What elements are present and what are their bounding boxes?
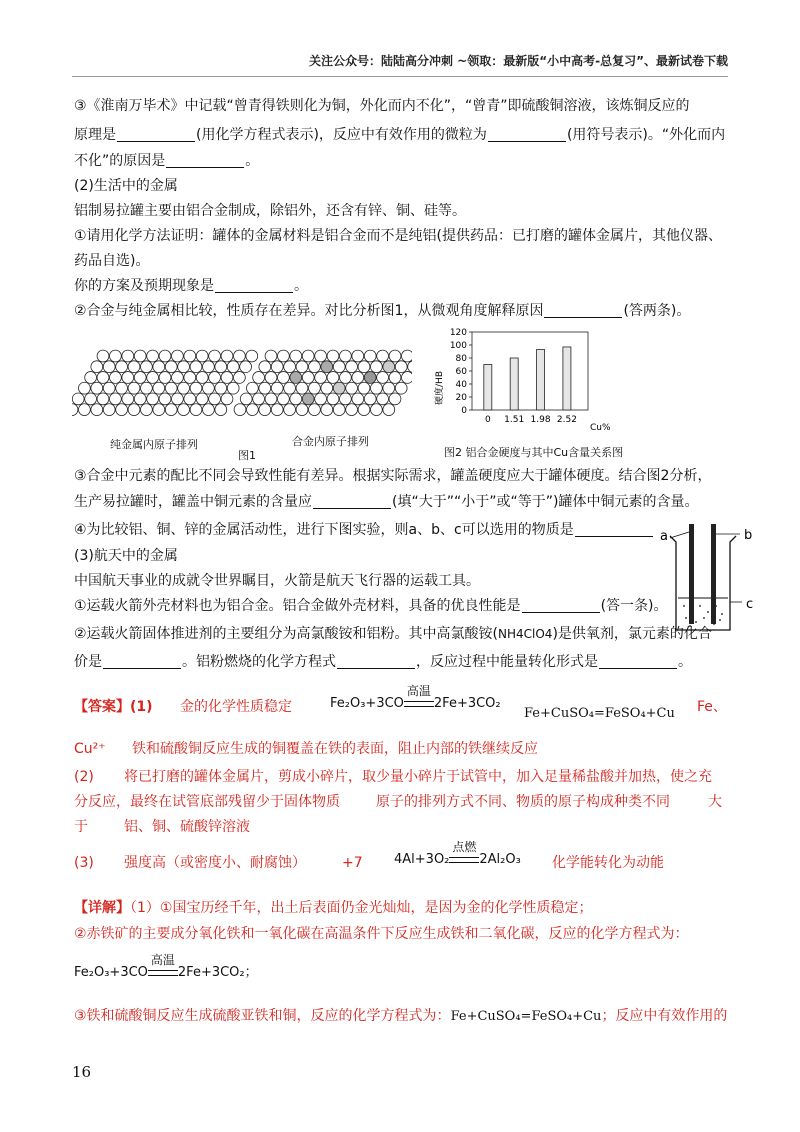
- atom-circle: [215, 361, 227, 373]
- label-c: c: [746, 597, 754, 612]
- atom-circle: [172, 393, 184, 405]
- atom-circle: [364, 372, 376, 384]
- answer-text: 铝、铜、硫酸锌溶液: [124, 819, 250, 835]
- equation-fe-cuso4: Fe+CuSO₄=FeSO₄+Cu: [524, 706, 675, 721]
- detail-line: ③铁和硫酸铜反应生成硫酸亚铁和铜，反应的化学方程式为：Fe+CuSO₄=FeSO₄+Cu；反应中有效作用的: [74, 1008, 728, 1024]
- atom-circle: [97, 372, 109, 384]
- atom-circle: [383, 382, 395, 394]
- answer-text: 原子的排列方式不同、物质的原子构成种类不同: [376, 794, 670, 810]
- atom-circle: [296, 382, 308, 394]
- atom-circle: [85, 393, 97, 405]
- atom-circle: [165, 382, 177, 394]
- atom-circle: [371, 382, 383, 394]
- y-tick-label: 60: [455, 367, 467, 377]
- chart-bar: [484, 365, 492, 411]
- question-line: ②运载火箭固体推进剂的主要组分为高氯酸铵和铝粉。其中高氯酸铵(NH4ClO4)是供氧剂，氯元素的化合: [74, 626, 712, 642]
- y-tick-label: 0: [461, 406, 467, 416]
- chart-bar: [510, 358, 518, 410]
- atom-circle: [165, 404, 177, 416]
- atom-circle: [395, 361, 407, 373]
- answer-text: 分反应，最终在试管底部残留少于固体物质: [74, 794, 340, 810]
- atom-circle: [128, 361, 140, 373]
- x-tick-label: 0: [484, 415, 491, 425]
- atom-circle: [134, 372, 146, 384]
- atom-circle: [284, 382, 296, 394]
- detail-tag: 【详解】: [74, 900, 130, 916]
- atom-circle: [221, 393, 233, 405]
- atom-circle: [271, 404, 283, 416]
- answer-blank: [488, 127, 566, 142]
- atom-circle: [315, 393, 327, 405]
- atom-circle: [234, 372, 246, 384]
- atom-circle: [116, 361, 128, 373]
- atom-circle: [346, 361, 358, 373]
- atom-circle: [302, 350, 314, 362]
- answer-text: Fe、: [697, 699, 727, 715]
- detail-line: 【详解】（1）①国宝历经千年，出土后表面仍金光灿灿，是因为金的化学性质稳定；: [74, 900, 593, 916]
- question-line: 铝制易拉罐主要由铝合金制成，除铝外，还含有锌、铜、硅等。: [74, 203, 466, 219]
- atom-circle: [296, 361, 308, 373]
- section-heading: (2)生活中的金属: [74, 178, 178, 194]
- atom-circle: [259, 361, 271, 373]
- answer-line: (3): [74, 855, 94, 871]
- atom-circle: [302, 393, 314, 405]
- question-line: 不化”的原因是 。: [74, 153, 260, 169]
- question-line: 生产易拉罐时，罐盖中铜元素的含量应 (填“大于”“小于”或“等于”)罐体中铜元素的含量。: [74, 494, 699, 510]
- chart-x-label: Cu%: [590, 423, 611, 433]
- atom-circle: [153, 361, 165, 373]
- atom-circle: [203, 382, 215, 394]
- atom-circle: [259, 404, 271, 416]
- answer-text: 金的化学性质稳定: [180, 699, 292, 715]
- atom-circle: [358, 404, 370, 416]
- atom-circle: [203, 404, 215, 416]
- atom-circle: [184, 393, 196, 405]
- x-tick-label: 1.98: [530, 415, 551, 425]
- atom-circle: [296, 404, 308, 416]
- y-tick-label: 20: [455, 393, 467, 403]
- atom-circle: [408, 361, 412, 373]
- detail-line: ②赤铁矿的主要成分氧化铁和一氧化碳在高温条件下反应生成铁和二氧化碳，反应的化学方程式为：: [74, 926, 689, 942]
- atom-circle: [134, 350, 146, 362]
- atom-circle: [309, 361, 321, 373]
- atom-circle: [240, 361, 252, 373]
- atom-circle: [315, 350, 327, 362]
- atom-circle: [327, 350, 339, 362]
- answer-text: 化学能转化为动能: [552, 855, 664, 871]
- chart-bar: [537, 350, 545, 410]
- atom-circle: [79, 382, 91, 394]
- question-line: ①运载火箭外壳材料也为铝合金。铝合金做外壳材料，具备的优良性能是 (答一条)。: [74, 598, 668, 614]
- atom-circle: [128, 404, 140, 416]
- atom-circle: [247, 404, 259, 416]
- atom-circle: [209, 350, 221, 362]
- atom-circle: [253, 393, 265, 405]
- atom-circle: [159, 372, 171, 384]
- question-line: ③合金中元素的配比不同会导致性能有差异。根据实际需求，罐盖硬度应大于罐体硬度。结合图2分析，: [74, 468, 712, 484]
- answer-text: Cu²⁺: [74, 741, 106, 757]
- atom-circle: [265, 393, 277, 405]
- atom-circle: [389, 350, 401, 362]
- atom-circle: [383, 361, 395, 373]
- atom-circle: [290, 350, 302, 362]
- atom-circle: [141, 361, 153, 373]
- atom-circle: [116, 382, 128, 394]
- atom-circle: [352, 350, 364, 362]
- question-line: ③《淮南万毕术》中记载“曾青得铁则化为铜，外化而内不化”，“曾青”即硫酸铜溶液，该炼铜反应的: [74, 98, 690, 114]
- question-line: ④为比较铝、铜、锌的金属活动性，进行下图实验，则a、b、c可以选用的物质是: [74, 520, 654, 540]
- atom-circle: [265, 372, 277, 384]
- atom-circle: [122, 350, 134, 362]
- atom-circle: [278, 393, 290, 405]
- atom-circle: [122, 393, 134, 405]
- atom-circle: [340, 372, 352, 384]
- equation-al-o2: 4Al+3O₂ 点燃 2Al₂O₃: [394, 840, 521, 867]
- atom-circle: [103, 382, 115, 394]
- atom-circle: [196, 350, 208, 362]
- atom-circle: [190, 361, 202, 373]
- answer-blank: [544, 303, 622, 318]
- atom-circle: [147, 350, 159, 362]
- atom-circle: [321, 404, 333, 416]
- question-line: 中国航天事业的成就令世界瞩目，火箭是航天飞行器的运载工具。: [74, 573, 480, 589]
- atom-circle: [103, 361, 115, 373]
- figure-1-atoms: [72, 346, 412, 436]
- atom-circle: [346, 404, 358, 416]
- header-divider: [72, 76, 728, 77]
- atom-circle: [172, 350, 184, 362]
- x-tick-label: 2.52: [556, 415, 577, 425]
- atom-circle: [221, 350, 233, 362]
- atom-circle: [259, 382, 271, 394]
- question-line: 药品自选)。: [74, 253, 150, 269]
- atom-circle: [196, 372, 208, 384]
- y-tick-label: 120: [449, 328, 467, 338]
- fig1-right-caption: 合金内原子排列: [292, 435, 369, 448]
- answer-text: +7: [342, 855, 363, 871]
- atom-circle: [178, 382, 190, 394]
- y-tick-label: 40: [455, 380, 467, 390]
- atom-circle: [389, 372, 401, 384]
- atom-circle: [389, 393, 401, 405]
- atom-circle: [371, 361, 383, 373]
- atom-circle: [72, 393, 84, 405]
- atom-circle: [327, 393, 339, 405]
- y-tick-label: 100: [449, 341, 467, 351]
- atom-circle: [209, 372, 221, 384]
- atom-circle: [364, 350, 376, 362]
- atom-circle: [153, 404, 165, 416]
- figure-2-bar-chart: [432, 326, 612, 441]
- atom-circle: [227, 361, 239, 373]
- answer-tag: 【答案】: [74, 699, 130, 715]
- atom-circle: [340, 350, 352, 362]
- atom-circle: [209, 393, 221, 405]
- atom-circle: [278, 350, 290, 362]
- question-line: 原理是 (用化学方程式表示)，反应中有效作用的微粒为 (用符号表示)。“外化而内: [74, 127, 726, 143]
- equation-fe2o3-co-detail: Fe₂O₃+3CO 高温 2Fe+3CO₂；: [74, 953, 258, 980]
- page-number: 16: [72, 1063, 92, 1081]
- atom-circle: [215, 382, 227, 394]
- question-line: 价是 。铝粉燃烧的化学方程式 ，反应过程中能量转化形式是 。: [74, 654, 692, 670]
- atom-circle: [110, 393, 122, 405]
- atom-circle: [402, 372, 413, 384]
- equation-fe2o3-co: Fe₂O₃+3CO 高温 2Fe+3CO₂: [330, 684, 501, 711]
- atom-circle: [227, 382, 239, 394]
- atom-circle: [203, 361, 215, 373]
- atom-circle: [395, 382, 407, 394]
- atom-circle: [159, 350, 171, 362]
- atom-circle: [178, 361, 190, 373]
- atom-circle: [265, 350, 277, 362]
- answer-blank: [103, 654, 181, 669]
- atom-circle: [178, 404, 190, 416]
- formula-nh4clo4: NH4ClO4: [498, 627, 553, 641]
- atom-circle: [234, 404, 246, 416]
- atom-circle: [153, 382, 165, 394]
- atom-circle: [172, 372, 184, 384]
- atom-circle: [327, 372, 339, 384]
- answer-text: 铁和硫酸铜反应生成的铜覆盖在铁的表面，阻止内部的铁继续反应: [132, 741, 538, 757]
- atom-circle: [141, 382, 153, 394]
- atom-circle: [377, 372, 389, 384]
- atom-circle: [377, 393, 389, 405]
- atom-circle: [340, 393, 352, 405]
- atom-circle: [371, 404, 383, 416]
- atom-circle: [91, 404, 103, 416]
- answer-text: 将已打磨的罐体金属片，剪成小碎片，取少量小碎片于试管中，加入足量稀盐酸并加热，使之充: [124, 769, 712, 785]
- answer-text: 大: [708, 794, 722, 810]
- chart-y-label: 硬度/HB: [435, 371, 445, 405]
- atom-circle: [383, 404, 395, 416]
- fig2-caption: 图2 铝合金硬度与其中Cu含量关系图: [444, 446, 624, 459]
- atom-circle: [159, 393, 171, 405]
- x-tick-label: 1.51: [504, 415, 525, 425]
- atom-circle: [97, 393, 109, 405]
- atom-circle: [85, 372, 97, 384]
- atom-circle: [184, 350, 196, 362]
- atom-circle: [290, 372, 302, 384]
- atom-circle: [72, 404, 78, 416]
- answer-line: 【答案】(1): [74, 699, 153, 715]
- atom-circle: [247, 382, 259, 394]
- atom-circle: [309, 382, 321, 394]
- atom-circle: [352, 393, 364, 405]
- atom-circle: [309, 404, 321, 416]
- atom-circle: [110, 350, 122, 362]
- answer-blank: [166, 153, 244, 168]
- atom-circle: [116, 404, 128, 416]
- label-a: a: [660, 529, 668, 544]
- atom-circle: [302, 372, 314, 384]
- question-line: 你的方案及预期现象是 。: [74, 278, 308, 294]
- atom-circle: [377, 350, 389, 362]
- atom-circle: [290, 393, 302, 405]
- section-heading: (3)航天中的金属: [74, 548, 178, 564]
- atom-circle: [278, 372, 290, 384]
- atom-circle: [321, 361, 333, 373]
- fig1-left-caption: 纯金属内原子排列: [110, 438, 198, 451]
- atom-circle: [240, 393, 252, 405]
- atom-circle: [333, 382, 345, 394]
- chart-bar: [563, 347, 571, 410]
- atom-circle: [196, 393, 208, 405]
- atom-circle: [147, 372, 159, 384]
- atom-circle: [358, 361, 370, 373]
- atom-circle: [128, 382, 140, 394]
- answer-blank: [522, 598, 600, 613]
- atom-circle: [333, 404, 345, 416]
- answer-blank: [575, 522, 653, 537]
- atom-circle: [190, 382, 202, 394]
- atom-circle: [315, 372, 327, 384]
- atom-circle: [190, 404, 202, 416]
- atom-circle: [165, 361, 177, 373]
- atom-circle: [79, 404, 91, 416]
- answer-blank: [215, 278, 293, 293]
- atom-circle: [284, 361, 296, 373]
- atom-circle: [253, 372, 265, 384]
- answer-blank: [337, 654, 415, 669]
- atom-circle: [271, 382, 283, 394]
- answer-text: 强度高（或密度小、耐腐蚀）: [124, 855, 306, 871]
- atom-circle: [234, 350, 246, 362]
- atom-circle: [103, 404, 115, 416]
- atom-circle: [402, 350, 413, 362]
- atom-circle: [91, 361, 103, 373]
- atom-circle: [184, 372, 196, 384]
- atom-circle: [221, 372, 233, 384]
- answer-text: 于: [74, 819, 88, 835]
- fig1-label: 图1: [238, 449, 256, 462]
- atom-circle: [321, 382, 333, 394]
- atom-circle: [333, 361, 345, 373]
- atom-circle: [122, 372, 134, 384]
- answer-line: (2): [74, 769, 94, 785]
- atom-circle: [364, 393, 376, 405]
- answer-blank: [117, 127, 195, 142]
- equation-fe-cuso4-detail: Fe+CuSO₄=FeSO₄+Cu: [450, 1009, 602, 1024]
- atom-circle: [141, 404, 153, 416]
- atom-circle: [215, 404, 227, 416]
- answer-blank: [313, 494, 391, 509]
- pure-metal-lattice: [72, 350, 258, 415]
- atom-circle: [346, 382, 358, 394]
- beaker-apparatus: [656, 520, 764, 638]
- question-line: ②合金与纯金属相比较，性质存在差异。对比分析图1，从微观角度解释原因 (答两条)。: [74, 303, 691, 319]
- answer-blank: [599, 654, 677, 669]
- atom-circle: [91, 382, 103, 394]
- atom-circle: [358, 382, 370, 394]
- question-line: ①请用化学方法证明：罐体的金属材料是铝合金而不是纯铝(提供药品：已打磨的罐体金属片，其他仪器、: [74, 228, 723, 244]
- atom-circle: [352, 372, 364, 384]
- atom-circle: [147, 393, 159, 405]
- atom-circle: [271, 361, 283, 373]
- alloy-lattice: [234, 350, 412, 415]
- y-tick-label: 80: [455, 354, 467, 364]
- atom-circle: [246, 350, 258, 362]
- label-b: b: [744, 528, 753, 543]
- atom-circle: [134, 393, 146, 405]
- page-header: 关注公众号：陆陆高分冲刺 ~领取：最新版“小中高考-总复习”、最新试卷下载: [309, 54, 728, 68]
- atom-circle: [110, 372, 122, 384]
- atom-circle: [97, 350, 109, 362]
- atom-circle: [284, 404, 296, 416]
